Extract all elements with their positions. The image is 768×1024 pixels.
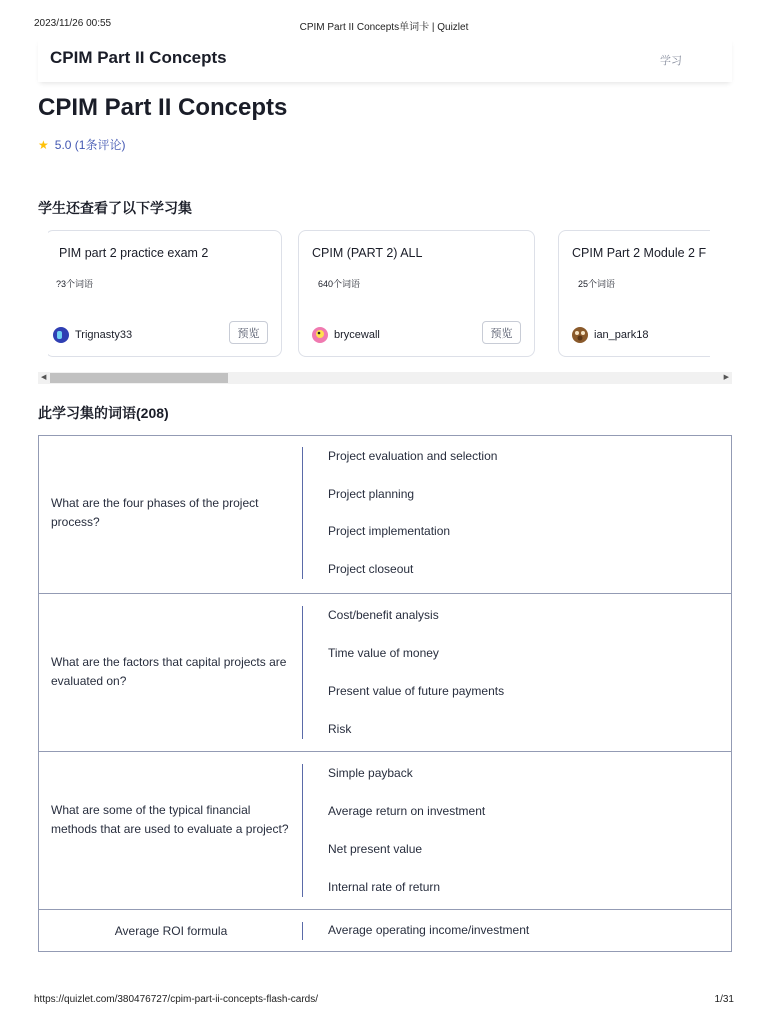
term-text: What are the four phases of the project process? [51, 496, 259, 529]
definition-line: Present value of future payments [328, 684, 505, 698]
print-doc-title: CPIM Part II Concepts单词卡 | Quizlet [299, 22, 469, 33]
term-text: Average ROI formula [114, 924, 228, 938]
definition-line: Project implementation [328, 524, 451, 538]
terms-table [38, 435, 732, 952]
author-name: Trignasty33 [75, 329, 133, 341]
star-icon: ★ [38, 137, 49, 152]
row-divider [302, 764, 303, 897]
term-row [39, 436, 731, 593]
related-set-title[interactable]: CPIM (PART 2) ALL [312, 246, 423, 260]
rating-text: 5.0 (1条评论) [54, 138, 126, 152]
carousel-scrollbar[interactable] [38, 372, 732, 384]
terms-heading: 此学习集的词语(208) [38, 405, 169, 421]
related-set-term-count: ?3个词语 [56, 279, 94, 289]
definition-line: Risk [328, 722, 352, 736]
related-set-card[interactable] [48, 230, 282, 357]
avatar [572, 327, 588, 343]
print-footer [0, 994, 768, 1008]
definition-line: Net present value [328, 842, 423, 856]
related-set-author[interactable] [312, 327, 380, 343]
definition-line: Internal rate of return [328, 880, 441, 894]
related-set-author[interactable] [53, 327, 132, 343]
print-date: 2023/11/26 00:55 [34, 18, 112, 29]
preview-button[interactable]: 预览 [229, 321, 268, 344]
study-button[interactable]: 学习 [660, 55, 682, 67]
related-set-title[interactable]: CPIM Part 2 Module 2 F [572, 246, 707, 260]
term-text: What are some of the typical financial methods that are used to evaluate a project? [51, 803, 289, 836]
related-set-term-count: 640个词语 [318, 279, 361, 289]
definition-line: Project evaluation and selection [328, 449, 498, 463]
scroll-right-arrow-icon[interactable]: ▶ [723, 374, 729, 381]
row-divider [302, 922, 303, 940]
rating[interactable] [38, 136, 125, 153]
definition-line: Simple payback [328, 766, 413, 780]
related-set-author[interactable] [572, 327, 648, 343]
topbar-set-title[interactable]: CPIM Part II Concepts [50, 48, 227, 67]
definition-line: Average return on investment [328, 804, 486, 818]
related-set-term-count: 25个词语 [578, 279, 616, 289]
scroll-left-arrow-icon[interactable]: ◀ [41, 374, 47, 381]
row-divider [302, 606, 303, 739]
row-divider [302, 447, 303, 579]
author-name: ian_park18 [594, 329, 649, 341]
definition-line: Project closeout [328, 562, 414, 576]
related-sets-heading: 学生还查看了以下学习集 [38, 200, 192, 216]
definition-line: Cost/benefit analysis [328, 608, 439, 622]
avatar [312, 327, 328, 343]
related-set-card[interactable] [558, 230, 710, 357]
scrollbar-thumb[interactable] [50, 373, 228, 383]
related-sets-carousel [48, 230, 710, 358]
related-set-title[interactable]: PIM part 2 practice exam 2 [59, 246, 209, 260]
term-row [39, 593, 731, 751]
print-page-number: 1/31 [714, 994, 734, 1005]
print-url: https://quizlet.com/380476727/cpim-part-ii-concepts-flash-cards/ [34, 994, 319, 1005]
definition-line: Time value of money [328, 646, 439, 660]
definition-line: Project planning [328, 487, 415, 501]
page-title: CPIM Part II Concepts [38, 94, 288, 121]
term-row [39, 909, 731, 951]
preview-button[interactable]: 预览 [482, 321, 521, 344]
author-name: brycewall [334, 329, 380, 341]
related-set-card[interactable] [298, 230, 535, 357]
definition-line: Average operating income/investment [328, 923, 530, 937]
term-text: What are the factors that capital projects are evaluated on? [51, 655, 287, 688]
print-header [0, 18, 768, 32]
top-bar [38, 38, 732, 82]
term-row [39, 751, 731, 909]
avatar [53, 327, 69, 343]
